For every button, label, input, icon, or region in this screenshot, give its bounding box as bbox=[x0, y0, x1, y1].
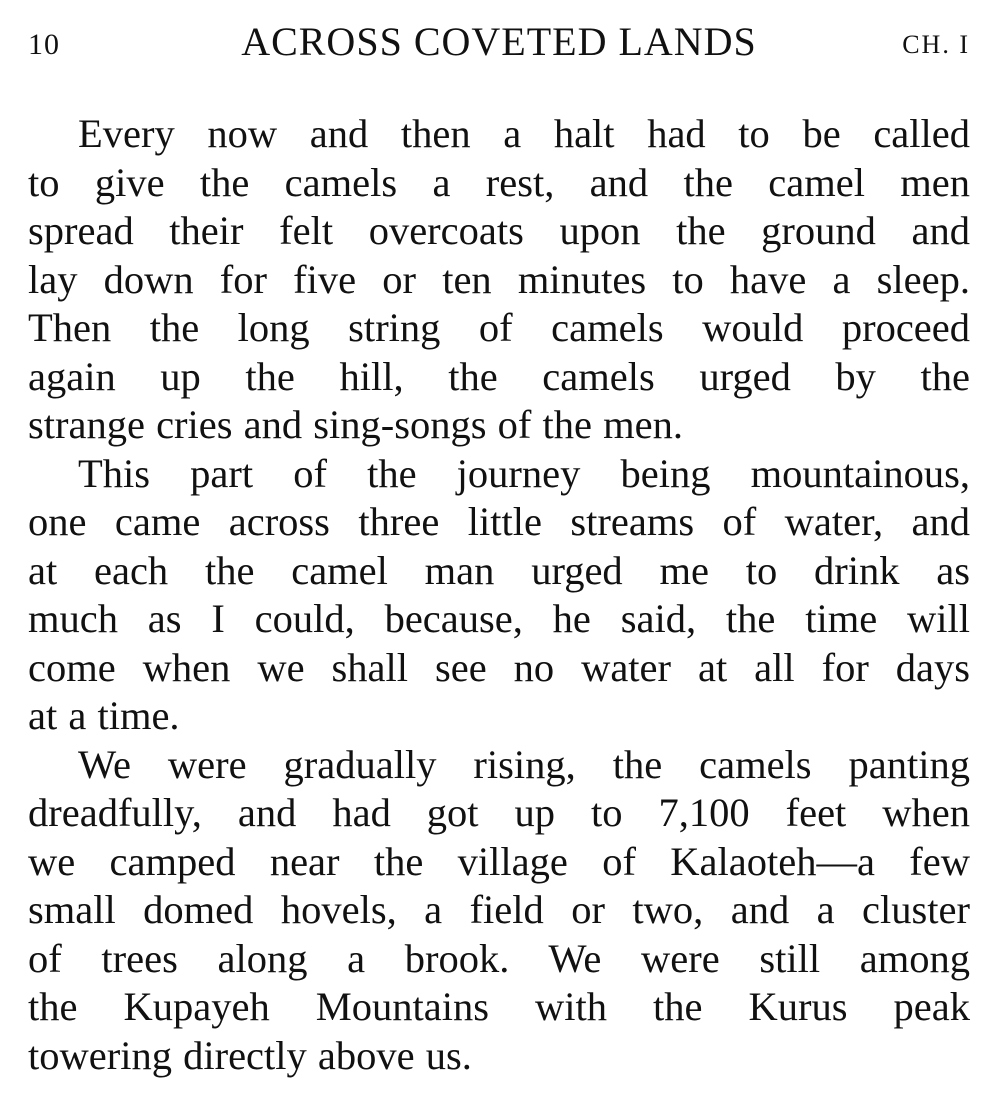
paragraph-line: of trees along a brook. We were still among bbox=[28, 935, 970, 981]
page-number: 10 bbox=[28, 28, 60, 61]
paragraph-line: much as I could, because, he said, the time will bbox=[28, 596, 970, 641]
paragraph-line: come when we shall see no water at all for days bbox=[28, 644, 970, 690]
paragraph-line: the Kupayeh Mountains with the Kurus peak bbox=[28, 984, 970, 1029]
paragraph-line: Then the long string of camels would proceed bbox=[28, 305, 970, 350]
paragraph-line: small domed hovels, a field or two, and a cluster bbox=[28, 887, 970, 932]
paragraph-2 bbox=[28, 450, 970, 741]
chapter-marker: CH. I bbox=[902, 30, 970, 59]
paragraph-line: at a time. bbox=[28, 693, 180, 738]
paragraph-line: strange cries and sing-songs of the men. bbox=[28, 402, 683, 447]
paragraph-line: We were gradually rising, the camels panting bbox=[78, 741, 970, 787]
body-text bbox=[28, 110, 970, 1080]
paragraph-line: This part of the journey being mountainous, bbox=[78, 450, 970, 496]
running-title: ACROSS COVETED LANDS bbox=[241, 19, 757, 64]
paragraph-3 bbox=[28, 741, 970, 1081]
paragraph-line: again up the hill, the camels urged by the bbox=[28, 353, 970, 399]
paragraph-line: lay down for five or ten minutes to have a sleep. bbox=[28, 256, 970, 302]
paragraph-line: to give the camels a rest, and the camel men bbox=[28, 159, 970, 205]
paragraph-1 bbox=[28, 110, 970, 450]
running-head bbox=[28, 18, 970, 68]
paragraph-line: towering directly above us. bbox=[28, 1032, 472, 1078]
paragraph-line: we camped near the village of Kalaoteh—a few bbox=[28, 838, 970, 884]
paragraph-line: spread their felt overcoats upon the ground and bbox=[28, 208, 970, 253]
paragraph-line: Every now and then a halt had to be called bbox=[78, 111, 970, 156]
paragraph-line: dreadfully, and had got up to 7,100 feet when bbox=[28, 790, 970, 835]
paragraph-line: at each the camel man urged me to drink as bbox=[28, 547, 970, 593]
paragraph-line: one came across three little streams of water, and bbox=[28, 499, 970, 544]
